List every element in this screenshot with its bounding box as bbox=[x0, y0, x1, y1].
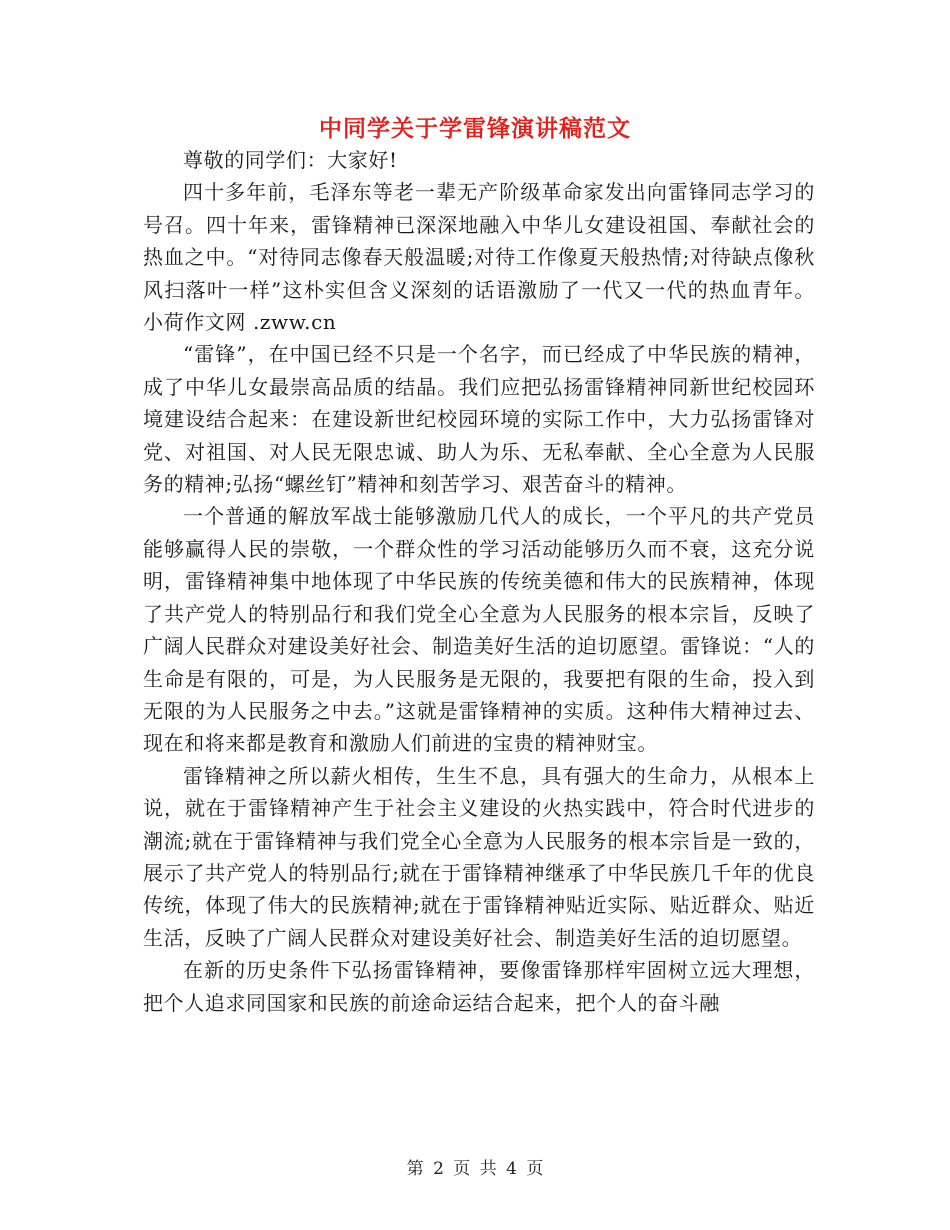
paragraph-greeting: 尊敬的同学们：大家好! bbox=[183, 148, 398, 172]
paragraph: 雷锋精神之所以薪火相传，生生不息，具有强大的生命力，从根本上说，就在于雷锋精神产生于社会主义建设的火热实践中，符合时代进步的潮流;就在于雷锋精神与我们党全心全意为人民服务的根本宗旨是一致的，展示了共产党人的特别品行;就在于雷锋精神继承了中华民族几千年的优良传统，体现了伟大的民族精神;就在于雷锋精神贴近实际、贴近群众、贴近生活，反映了广阔人民群众对建设美好社会、制造美好生活的迫切愿望。 bbox=[143, 763, 815, 950]
document-title: 中同学关于学雷锋演讲稿范文 bbox=[319, 116, 631, 142]
paragraph: 四十多年前，毛泽东等老一辈无产阶级革命家发出向雷锋同志学习的号召。四十年来，雷锋精神已深深地融入中华儿女建设祖国、奉献社会的热血之中。“对待同志像春天般温暖;对待工作像夏天般热情;对待缺点像秋风扫落叶一样”这朴实但含义深刻的话语激励了一代又一代的热血青年。 小荷作文网 .zww.cn bbox=[143, 180, 815, 335]
paragraph: 一个普通的解放军战士能够激励几代人的成长，一个平凡的共产党员能够赢得人民的崇敬，一个群众性的学习活动能够历久而不衰，这充分说明，雷锋精神集中地体现了中华民族的传统美德和伟大的民族精神，体现了共产党人的特别品行和我们党全心全意为人民服务的根本宗旨，反映了广阔人民群众对建设美好社会、制造美好生活的迫切愿望。雷锋说：“人的生命是有限的，可是，为人民服务是无限的，我要把有限的生命，投入到无限的为人民服务之中去。”这就是雷锋精神的实质。这种伟大精神过去、现在和将来都是教育和激励人们前进的宝贵的精神财宝。 bbox=[143, 504, 815, 756]
paragraph: “雷锋”，在中国已经不只是一个名字，而已经成了中华民族的精神，成了中华儿女最崇高品质的结晶。我们应把弘扬雷锋精神同新世纪校园环境建设结合起来：在建设新世纪校园环境的实际工作中，大力弘扬雷锋对党、对祖国、对人民无限忠诚、助人为乐、无私奉献、全心全意为人民服务的精神;弘扬“螺丝钉”精神和刻苦学习、艰苦奋斗的精神。 bbox=[143, 342, 815, 497]
page-number-footer: 第 2 页 共 4 页 bbox=[406, 1159, 544, 1179]
paragraph: 在新的历史条件下弘扬雷锋精神，要像雷锋那样牢固树立远大理想，把个人追求同国家和民族的前途命运结合起来，把个人的奋斗融 bbox=[143, 958, 815, 1015]
document-body bbox=[143, 144, 815, 1019]
